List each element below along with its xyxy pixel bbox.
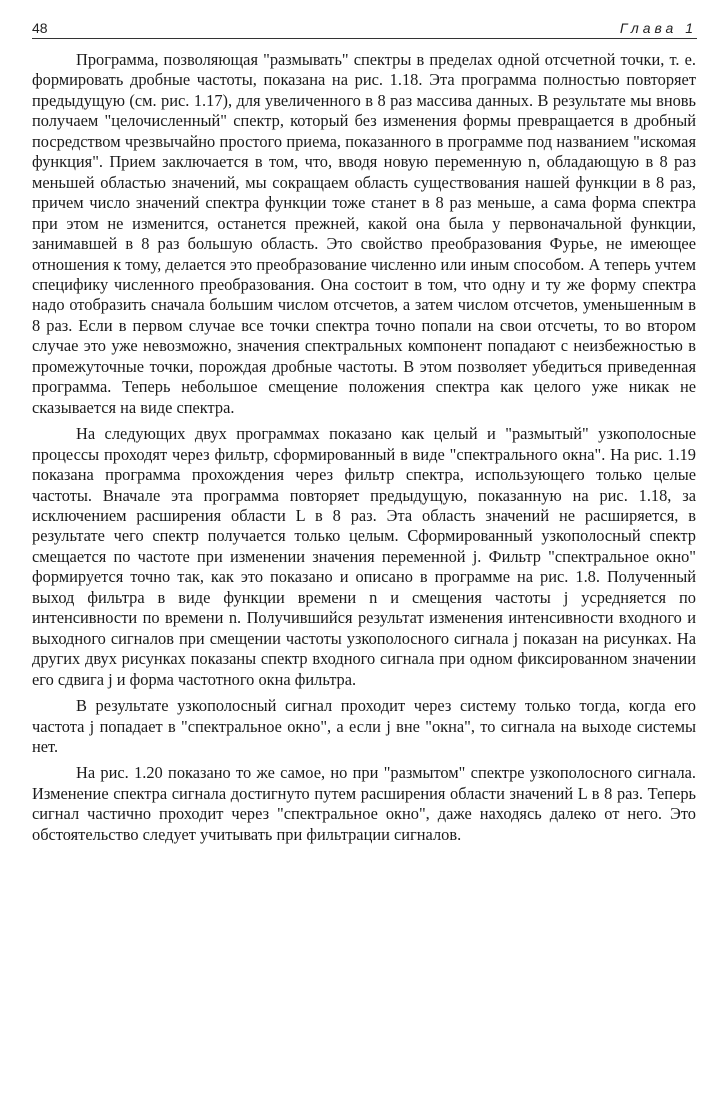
body-text xyxy=(32,50,696,845)
page-number: 48 xyxy=(32,20,48,36)
header-rule xyxy=(32,38,697,39)
page-header xyxy=(32,14,697,40)
paragraph-3: В результате узкополосный сигнал проходит через систему только тогда, когда его частота j попадает в "спектральное окно", а если j вне "окна", то сигнала на выходе системы нет. xyxy=(32,696,696,756)
paragraph-1: Программа, позволяющая "размывать" спектры в пределах одной отсчетной точки, т. е. формировать дробные частоты, показана на рис. 1.18. Эта программа полностью повторяет предыдущую (см. рис. 1.17), для увеличенного в 8 раз массива данных. В результате мы вновь получаем "целочисленный" спектр, который без изменения формы превращается в дробный посредством чрезвычайно простого приема, показанного в программе под названием "искомая функция". Прием заключается в том, что, вводя новую переменную n, обладающую в 8 раз меньшей областью значений, мы сокращаем область существования нашей функции в 8 раз, причем число значений спектра функции тоже станет в 8 раз меньше, а сама форма спектра при этом не изменится, останется прежней, какой она была у первоначальной функции, занимавшей в 8 раз большую область. Это свойство преобразования Фурье, не имеющее отношения к тому, делается это преобразование численно или иным способом. А теперь учтем специфику численного преобразования. Она состоит в том, что одну и ту же форму спектра надо отобразить сначала большим числом отсчетов, а затем числом отсчетов, уменьшенным в 8 раз. Если в первом случае все точки спектра точно попали на свои отсчеты, то во втором случае это уже невозможно, значения спектральных компонент попадают с неизбежностью в промежуточные точки, порождая дробные частоты. В этом позволяет убедиться приведенная программа. Теперь небольшое смещение положения спектра как целого уже никак не сказывается на виде спектра. xyxy=(32,50,696,417)
paragraph-4: На рис. 1.20 показано то же самое, но при "размытом" спектре узкополосного сигнала. Изменение спектра сигнала достигнуто путем расширения области значений L в 8 раз. Теперь сигнал частично проходит через "спектральное окно", даже находясь далеко от него. Это обстоятельство следует учитывать при фильтрации сигналов. xyxy=(32,763,696,844)
paragraph-2: На следующих двух программах показано как целый и "размытый" узкополосные процессы проходят через фильтр, сформированный в виде "спектрального окна". На рис. 1.19 показана программа прохождения через фильтр спектра, использующего только целые частоты. Вначале эта программа повторяет предыдущую, показанную на рис. 1.18, за исключением расширения области L в 8 раз. Эта область значений не расширяется, в результате чего спектр получается только целым. Сформированный узкополосный спектр смещается по частоте при изменении значения переменной j. Фильтр "спектральное окно" формируется точно так, как это показано и описано в программе на рис. 1.8. Полученный выход фильтра в виде функции времени n и смещения частоты j усредняется по интенсивности по времени n. Получившийся результат изменения интенсивности входного и выходного сигналов при смещении частоты узкополосного сигнала j показан на рисунках. На других двух рисунках показаны спектр входного сигнала при одном фиксированном значении его сдвига j и форма частотного окна фильтра. xyxy=(32,424,696,689)
chapter-title: Глава 1 xyxy=(619,20,697,36)
